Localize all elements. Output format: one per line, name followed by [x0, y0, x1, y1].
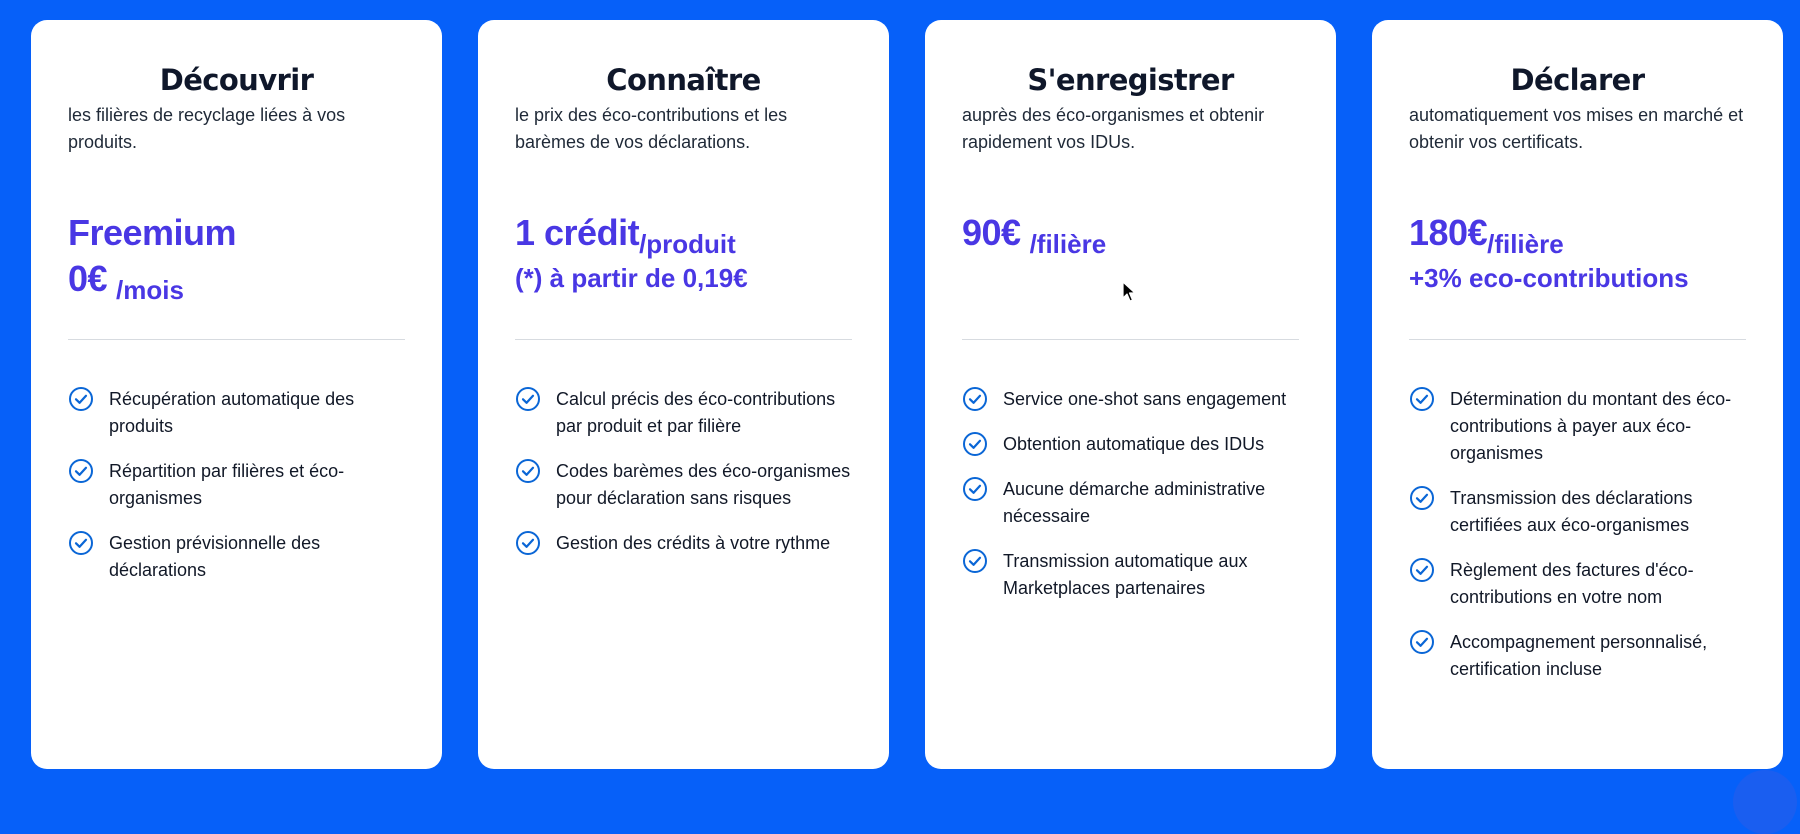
feature-text: Règlement des factures d'éco-contributions en votre nom: [1450, 560, 1694, 607]
card-title: Déclarer: [1510, 63, 1645, 97]
feature-item: [68, 530, 418, 584]
check-circle-icon: [1409, 485, 1435, 511]
pricing-card-senregistrer: [925, 20, 1336, 769]
chat-widget-button[interactable]: [1733, 770, 1797, 834]
price-main: Freemium: [68, 212, 237, 253]
feature-item: [68, 386, 418, 440]
check-circle-icon: [68, 458, 94, 484]
card-title: Connaître: [606, 63, 761, 97]
feature-item: [962, 431, 1312, 458]
card-title: Découvrir: [159, 63, 314, 97]
check-circle-icon: [962, 476, 988, 502]
check-circle-icon: [68, 386, 94, 412]
check-circle-icon: [962, 548, 988, 574]
feature-item: [1409, 386, 1759, 467]
feature-text: Transmission des déclarations certifiées aux éco-organismes: [1450, 488, 1693, 535]
feature-text: Récupération automatique des produits: [109, 389, 355, 436]
feature-list: [515, 386, 865, 575]
feature-item: [1409, 629, 1759, 683]
card-title: S'enregistrer: [1027, 63, 1234, 97]
feature-item: [1409, 485, 1759, 539]
check-circle-icon: [68, 530, 94, 556]
price-block: [515, 210, 748, 298]
card-description: les filières de recyclage liées à vos produits.: [68, 105, 346, 152]
pricing-card-declarer: [1372, 20, 1783, 769]
price-amount: 0€: [68, 258, 108, 299]
feature-list: [1409, 386, 1759, 701]
pricing-cards: [31, 20, 1783, 769]
check-circle-icon: [515, 386, 541, 412]
price-block: [962, 210, 1107, 259]
feature-item: [962, 548, 1312, 602]
price-block: [68, 210, 237, 305]
feature-text: Service one-shot sans engagement: [1003, 389, 1287, 409]
check-circle-icon: [1409, 557, 1435, 583]
divider: [962, 339, 1299, 340]
feature-text: Gestion des crédits à votre rythme: [556, 533, 831, 553]
feature-item: [1409, 557, 1759, 611]
card-description: auprès des éco-organismes et obtenir rapidement vos IDUs.: [962, 105, 1265, 152]
pricing-card-decouvrir: [31, 20, 442, 769]
check-circle-icon: [1409, 386, 1435, 412]
feature-item: [515, 530, 865, 557]
check-circle-icon: [1409, 629, 1435, 655]
divider: [1409, 339, 1746, 340]
feature-text: Gestion prévisionnelle des déclarations: [109, 533, 321, 580]
check-circle-icon: [515, 530, 541, 556]
feature-item: [68, 458, 418, 512]
feature-text: Aucune démarche administrative nécessaire: [1003, 479, 1266, 526]
mouse-pointer-icon: [1122, 281, 1136, 303]
price-main: 1 crédit: [515, 212, 640, 253]
divider: [68, 339, 405, 340]
pricing-card-connaitre: [478, 20, 889, 769]
check-circle-icon: [962, 431, 988, 457]
feature-text: Calcul précis des éco-contributions par produit et par filière: [556, 389, 836, 436]
feature-list: [68, 386, 418, 602]
price-block: [1409, 210, 1689, 298]
price-unit: /produit: [639, 229, 736, 259]
feature-item: [515, 386, 865, 440]
check-circle-icon: [515, 458, 541, 484]
price-unit: /filière: [1029, 229, 1107, 259]
feature-text: Accompagnement personnalisé, certification incluse: [1450, 632, 1708, 679]
feature-list: [962, 386, 1312, 620]
price-subtext: +3% eco-contributions: [1409, 263, 1689, 293]
card-description: le prix des éco-contributions et les barèmes de vos déclarations.: [515, 105, 788, 152]
divider: [515, 339, 852, 340]
price-unit: /mois: [116, 275, 184, 305]
feature-item: [962, 386, 1312, 413]
price-subtext: (*) à partir de 0,19€: [515, 263, 748, 293]
feature-text: Détermination du montant des éco-contributions à payer aux éco-organismes: [1450, 389, 1732, 463]
feature-text: Codes barèmes des éco-organismes pour déclaration sans risques: [556, 461, 851, 508]
feature-text: Obtention automatique des IDUs: [1003, 434, 1265, 454]
feature-item: [515, 458, 865, 512]
feature-text: Transmission automatique aux Marketplaces partenaires: [1003, 551, 1248, 598]
price-main: 180€: [1409, 212, 1488, 253]
card-description: automatiquement vos mises en marché et obtenir vos certificats.: [1409, 105, 1744, 152]
check-circle-icon: [962, 386, 988, 412]
feature-item: [962, 476, 1312, 530]
price-unit: /filière: [1487, 229, 1564, 259]
feature-text: Répartition par filières et éco-organismes: [109, 461, 345, 508]
price-main: 90€: [962, 212, 1021, 253]
